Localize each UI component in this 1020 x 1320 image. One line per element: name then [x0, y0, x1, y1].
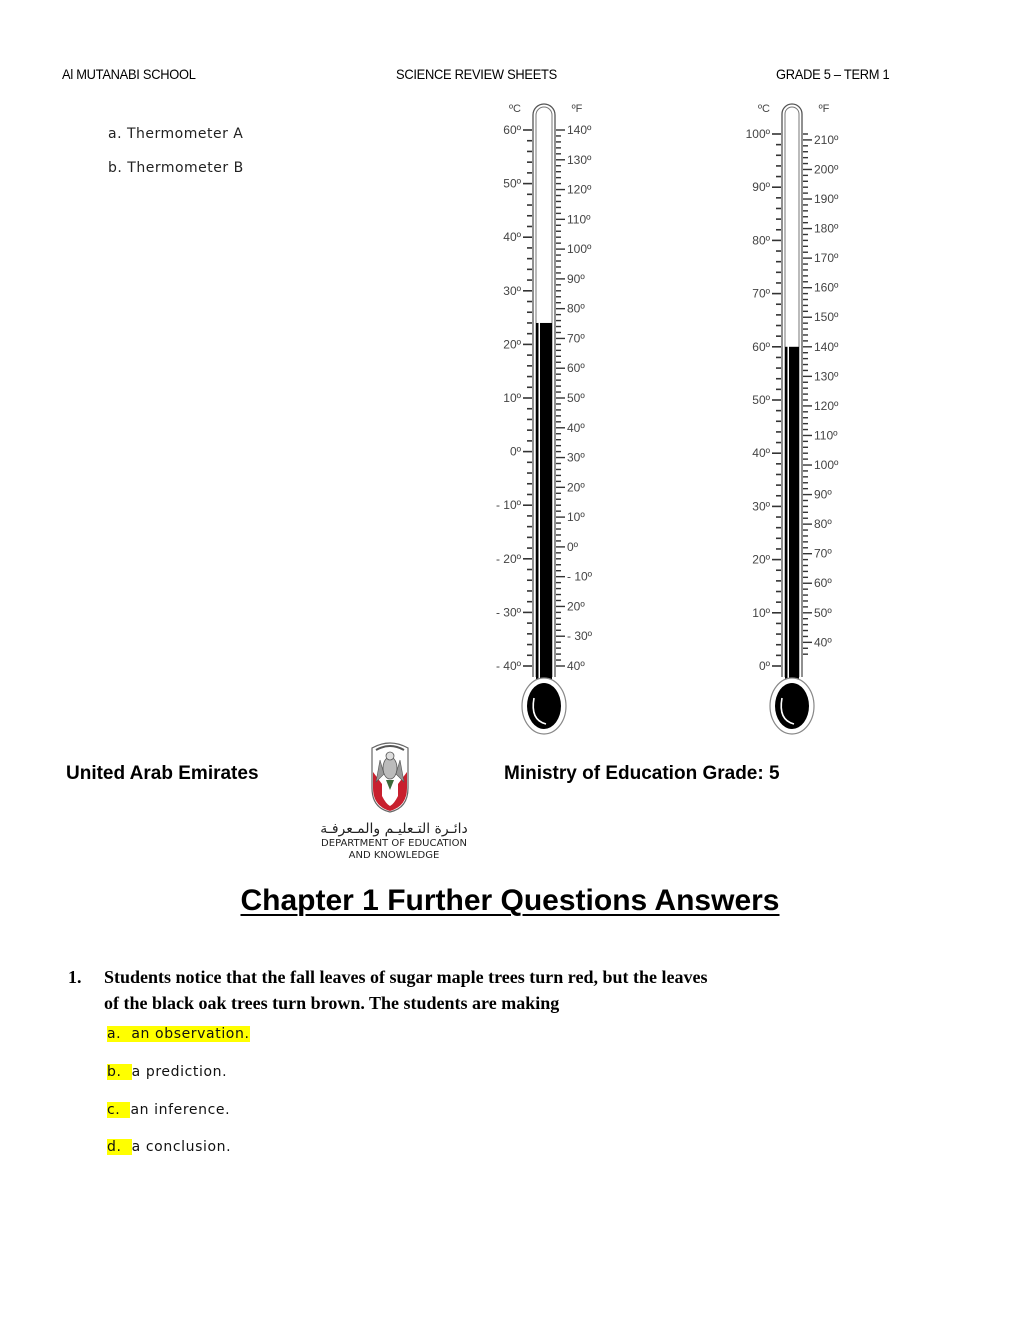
celsius-tick-label: - 10º [495, 498, 521, 513]
sheet-subject: SCIENCE REVIEW SHEETS [396, 66, 557, 82]
fahrenheit-tick-label: 80º [567, 301, 585, 316]
celsius-tick-label: 50º [503, 176, 521, 191]
option-letter-highlight [107, 1102, 130, 1118]
answer-option-a[interactable] [107, 1026, 250, 1042]
fahrenheit-tick-label: 60º [567, 361, 585, 376]
option-text: Thermometer B [127, 160, 244, 176]
mercury-column [789, 347, 799, 681]
grade-term: GRADE 5 – TERM 1 [776, 66, 890, 82]
logo-line-2: AND KNOWLEDGE [348, 850, 440, 861]
ministry-grade-label: Ministry of Education Grade: 5 [504, 763, 780, 784]
fahrenheit-tick-label: 190º [814, 192, 839, 207]
school-name: Al MUTANABI SCHOOL [62, 66, 196, 82]
fahrenheit-tick-label: 20º [567, 480, 585, 495]
fahrenheit-tick-label: 130º [814, 369, 839, 384]
fahrenheit-tick-label: 70º [814, 546, 832, 561]
option-text: Thermometer A [126, 126, 244, 142]
fahrenheit-tick-label: - 30º [567, 629, 593, 644]
question-number: 1. [68, 967, 82, 987]
fahrenheit-tick-label: 100º [567, 242, 592, 257]
fahrenheit-tick-label: 200º [814, 162, 839, 177]
question-line: Students notice that the fall leaves of sugar maple trees turn red, but the leaves [104, 967, 708, 987]
celsius-tick-label: 10º [503, 391, 521, 405]
fahrenheit-tick-label: 50º [567, 391, 585, 405]
thermometer-b [730, 92, 860, 742]
fahrenheit-tick-label: 120º [567, 182, 592, 197]
fahrenheit-tick-label: 60º [814, 576, 832, 591]
celsius-tick-label: - 30º [495, 605, 521, 620]
option-thermometer-a [108, 126, 243, 142]
celsius-tick-label: 60º [752, 339, 770, 354]
celsius-tick-label: 0º [758, 659, 770, 673]
fahrenheit-tick-label: 110º [567, 212, 591, 227]
option-text: an inference. [130, 1102, 231, 1118]
option-letter: b. [107, 1064, 122, 1080]
celsius-tick-label: 0º [509, 444, 521, 459]
celsius-tick-label: 60º [503, 123, 521, 137]
fahrenheit-tick-label: 40º [814, 635, 832, 650]
fahrenheit-tick-label: 30º [567, 450, 585, 465]
option-letter: a. [107, 1026, 122, 1042]
logo-caption [314, 820, 474, 862]
fahrenheit-tick-label: 170º [814, 251, 839, 266]
option-letter-highlight [107, 1064, 132, 1080]
fahrenheit-tick-label: 140º [567, 123, 592, 137]
celsius-tick-label: 20º [752, 552, 770, 567]
mercury-column [540, 323, 552, 681]
celsius-tick-label: - 40º [495, 659, 521, 673]
option-letter: a. [108, 126, 123, 142]
celsius-unit-label: ºC [509, 103, 521, 115]
fahrenheit-tick-label: 70º [567, 331, 585, 346]
logo-line-1: DEPARTMENT OF EDUCATION [321, 838, 467, 849]
fahrenheit-tick-label: 20º [567, 599, 585, 614]
celsius-tick-label: 50º [752, 393, 770, 407]
celsius-tick-label: 40º [503, 230, 521, 245]
answer-option-b[interactable] [107, 1064, 227, 1080]
option-text: a prediction. [131, 1064, 228, 1080]
thermometer-a-graphic [480, 92, 610, 742]
fahrenheit-unit-label: ºF [571, 103, 583, 115]
answer-option-d[interactable] [107, 1139, 231, 1155]
option-highlight [107, 1026, 250, 1042]
fahrenheit-tick-label: 100º [814, 458, 839, 473]
fahrenheit-tick-label: 10º [567, 510, 585, 525]
fahrenheit-tick-label: 90º [567, 271, 585, 286]
fahrenheit-tick-label: 150º [814, 310, 839, 325]
thermometer-bulb [775, 683, 809, 729]
option-text: an observation. [131, 1026, 250, 1042]
falcon-emblem-icon [368, 738, 412, 814]
fahrenheit-tick-label: 40º [567, 420, 585, 435]
celsius-tick-label: 70º [752, 286, 770, 301]
fahrenheit-tick-label: 50º [814, 605, 832, 620]
celsius-tick-label: 30º [503, 283, 521, 298]
fahrenheit-tick-label: 80º [814, 517, 832, 532]
fahrenheit-tick-label: 210º [814, 132, 839, 147]
question-text [104, 964, 824, 1016]
logo-arabic: دائـرة التـعليـم والمـعرفـة [320, 821, 468, 837]
mercury-shine-column [536, 323, 539, 681]
celsius-tick-label: 90º [752, 180, 770, 195]
celsius-tick-label: 100º [745, 127, 770, 141]
option-letter: d. [107, 1139, 122, 1155]
option-text: a conclusion. [131, 1139, 232, 1155]
fahrenheit-tick-label: 120º [814, 398, 839, 413]
option-letter: b. [108, 160, 123, 176]
answer-option-c[interactable] [107, 1102, 230, 1118]
fahrenheit-tick-label: 130º [567, 152, 592, 167]
fahrenheit-tick-label: 140º [814, 339, 839, 354]
thermometer-b-graphic [730, 92, 860, 742]
fahrenheit-tick-label: 180º [814, 221, 839, 236]
celsius-tick-label: 10º [752, 605, 770, 620]
option-letter: c. [107, 1102, 121, 1118]
fahrenheit-tick-label: - 10º [567, 569, 593, 584]
thermometer-bulb [527, 683, 561, 729]
mercury-shine-column [785, 347, 788, 681]
option-thermometer-b [108, 160, 244, 176]
fahrenheit-tick-label: 90º [814, 487, 832, 502]
page-title [0, 884, 1020, 918]
thermometer-a [480, 92, 610, 742]
fahrenheit-tick-label: 110º [814, 428, 838, 443]
celsius-unit-label: ºC [758, 103, 770, 115]
celsius-tick-label: 20º [503, 337, 521, 352]
country-label: United Arab Emirates [66, 763, 259, 784]
celsius-tick-label: 40º [752, 446, 770, 461]
fahrenheit-tick-label: 40º [567, 659, 585, 673]
page-title-text: Chapter 1 Further Questions Answers [240, 884, 780, 917]
emblem-logo [368, 738, 412, 814]
fahrenheit-tick-label: 160º [814, 280, 839, 295]
option-letter-highlight [107, 1139, 132, 1155]
celsius-tick-label: 30º [752, 499, 770, 514]
fahrenheit-unit-label: ºF [818, 103, 830, 115]
fahrenheit-tick-label: 0º [567, 539, 579, 554]
celsius-tick-label: - 20º [495, 551, 521, 566]
question-line: of the black oak trees turn brown. The students are making [104, 993, 560, 1013]
celsius-tick-label: 80º [752, 233, 770, 248]
